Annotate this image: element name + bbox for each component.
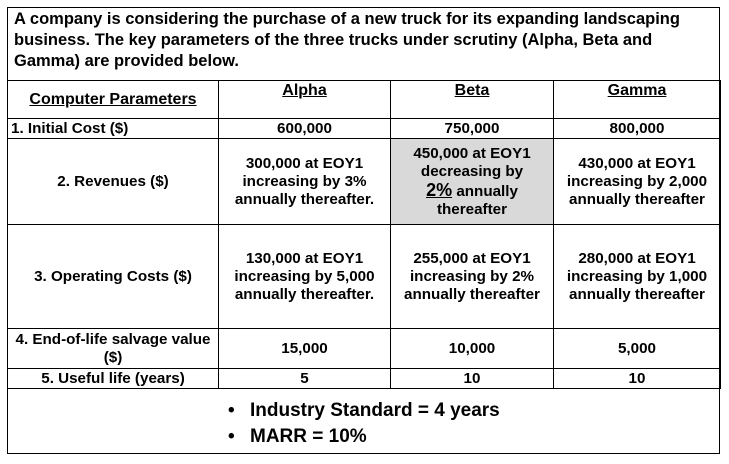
note-industry-standard: Industry Standard = 4 years [250, 400, 500, 421]
cell-alpha: 15,000 [219, 329, 391, 369]
header-alpha: Alpha [219, 81, 391, 119]
cell-gamma: 5,000 [554, 329, 721, 369]
cell-alpha: 600,000 [219, 119, 391, 139]
cell-gamma: 280,000 at EOY1 increasing by 1,000 annually thereafter [554, 225, 721, 329]
table-row [8, 369, 721, 389]
cell-alpha: 130,000 at EOY1 increasing by 5,000 annually thereafter. [219, 225, 391, 329]
bullet-icon: • [228, 426, 235, 447]
intro-text: A company is considering the purchase of a new truck for its expanding landscaping business. The key parameters of the three trucks under scrutiny (Alpha, Beta and Gamma) are provided below. [14, 10, 680, 70]
beta-revenue-suffix: annually thereafter [436, 182, 518, 218]
cell-beta: 255,000 at EOY1 increasing by 2% annually thereafter [391, 225, 554, 329]
param-label: 2. Revenues ($) [8, 139, 219, 225]
header-gamma: Gamma [554, 81, 721, 119]
param-label: 5. Useful life (years) [8, 369, 219, 389]
cell-beta: 10 [391, 369, 554, 389]
truck-parameters-table [7, 80, 721, 389]
list-item [228, 424, 500, 450]
table-row [8, 225, 721, 329]
table-row [8, 119, 721, 139]
cell-alpha: 5 [219, 369, 391, 389]
cell-alpha: 300,000 at EOY1 increasing by 3% annually thereafter. [219, 139, 391, 225]
cell-gamma: 10 [554, 369, 721, 389]
param-label: 4. End-of-life salvage value ($) [8, 329, 219, 369]
cell-gamma: 800,000 [554, 119, 721, 139]
header-beta: Beta [391, 81, 554, 119]
cell-beta: 750,000 [391, 119, 554, 139]
cell-gamma: 430,000 at EOY1 increasing by 2,000 annually thereafter [554, 139, 721, 225]
cell-beta: 10,000 [391, 329, 554, 369]
beta-revenue-percent: 2% [426, 179, 453, 200]
bullet-icon: • [228, 400, 235, 421]
param-label: 3. Operating Costs ($) [8, 225, 219, 329]
table-row [8, 139, 721, 225]
note-marr: MARR = 10% [250, 426, 367, 447]
cell-beta-highlighted [391, 139, 554, 225]
table-header-row [8, 81, 721, 119]
param-label: 1. Initial Cost ($) [8, 119, 219, 139]
header-parameters: Computer Parameters [8, 81, 219, 119]
list-item [228, 398, 500, 424]
beta-revenue-text: 450,000 at EOY1 decreasing by [413, 144, 531, 180]
table-row [8, 329, 721, 369]
notes-list [228, 398, 500, 450]
